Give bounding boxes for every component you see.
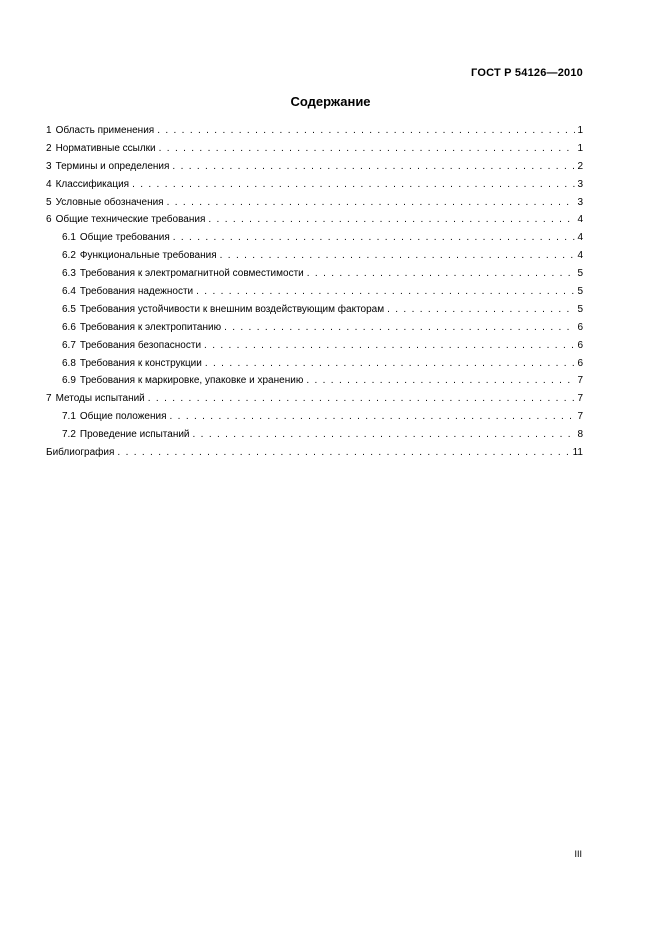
toc-entry-6-3[interactable]	[46, 267, 583, 285]
toc-entry-page: 1	[577, 125, 583, 136]
toc-entry-number: 3	[46, 160, 52, 172]
toc-entry-number: 6.8	[62, 357, 76, 369]
dot-leader	[193, 428, 576, 441]
toc-entry-label: Общие требования	[79, 232, 170, 244]
toc-entry-number: 4	[46, 178, 52, 190]
dot-leader	[208, 213, 575, 226]
toc-entry-page: 6	[577, 339, 583, 351]
toc-entry-page: 7	[577, 375, 583, 387]
toc-entry-page: 4	[577, 250, 583, 262]
toc-entry-label: Общие технические требования	[55, 214, 206, 226]
toc-entry-number: 7	[46, 393, 52, 405]
toc-entry-6-2[interactable]	[46, 249, 583, 267]
toc-entry-number: 6	[46, 214, 52, 226]
toc-entry-6-1[interactable]	[46, 231, 583, 249]
toc-title: Содержание	[290, 94, 371, 109]
toc-entry-label: Требования устойчивости к внешним воздействующим факторам	[79, 303, 385, 315]
toc-entry-label: Требования к конструкции	[79, 357, 202, 369]
toc-entry-6[interactable]	[46, 213, 583, 231]
toc-entry-page: 2	[577, 160, 583, 172]
toc-entry-6-7[interactable]	[46, 339, 583, 357]
toc-entry-page: 6	[577, 357, 583, 369]
toc-entry-label: Методы испытаний	[55, 393, 145, 405]
toc-entry-bibliography[interactable]	[46, 446, 583, 464]
dot-leader	[167, 196, 576, 209]
dot-leader	[132, 178, 575, 191]
dot-leader	[173, 231, 576, 244]
toc-entry-page: 6	[577, 321, 583, 333]
toc-entry-6-6[interactable]	[46, 321, 583, 339]
toc-entry-4[interactable]	[46, 178, 583, 196]
toc-entry-label: Библиография	[46, 447, 115, 459]
toc-entry-page: 1	[577, 142, 583, 154]
table-of-contents	[46, 124, 583, 464]
dot-leader	[196, 285, 575, 298]
toc-entry-label: Требования надежности	[79, 286, 194, 298]
toc-entry-page: 5	[577, 303, 583, 315]
toc-entry-7[interactable]	[46, 392, 583, 410]
toc-entry-page: 5	[577, 286, 583, 298]
toc-entry-page: 3	[577, 196, 583, 208]
toc-entry-number: 5	[46, 196, 52, 208]
toc-entry-number: 6.1	[62, 232, 76, 244]
toc-entry-number: 6.3	[62, 268, 76, 280]
dot-leader	[170, 410, 576, 423]
dot-leader	[157, 124, 575, 137]
toc-entry-number: 6.6	[62, 321, 76, 333]
toc-entry-page: 7	[577, 411, 583, 423]
toc-entry-number: 2	[46, 142, 52, 154]
page-number: III	[574, 849, 582, 859]
toc-entry-label: Функциональные требования	[79, 250, 217, 262]
toc-entry-2[interactable]	[46, 142, 583, 160]
toc-entry-page: 4	[577, 232, 583, 244]
toc-entry-page: 4	[577, 214, 583, 226]
toc-entry-number: 6.4	[62, 286, 76, 298]
toc-entry-number: 6.5	[62, 303, 76, 315]
dot-leader	[220, 249, 576, 262]
dot-leader	[387, 303, 575, 316]
toc-entry-number: 6.7	[62, 339, 76, 351]
toc-entry-page: 5	[577, 268, 583, 280]
dot-leader	[204, 339, 575, 352]
toc-entry-number: 6.2	[62, 250, 76, 262]
toc-entry-3[interactable]	[46, 160, 583, 178]
dot-leader	[117, 446, 570, 459]
toc-entry-page: 7	[577, 393, 583, 405]
toc-entry-page: 8	[577, 429, 583, 441]
toc-entry-label: Нормативные ссылки	[55, 142, 156, 154]
toc-entry-1[interactable]	[46, 124, 583, 142]
dot-leader	[307, 267, 576, 280]
toc-entry-label: Требования к маркировке, упаковке и хранению	[79, 375, 304, 387]
toc-entry-number: 6.9	[62, 375, 76, 387]
dot-leader	[159, 142, 576, 155]
toc-entry-label: Условные обозначения	[55, 196, 164, 208]
toc-entry-6-8[interactable]	[46, 357, 583, 375]
dot-leader	[148, 392, 576, 405]
toc-entry-number: 7.2	[62, 429, 76, 441]
toc-entry-page: 3	[577, 178, 583, 190]
toc-entry-label: Требования к электромагнитной совместимости	[79, 268, 304, 280]
toc-entry-label: Классификация	[55, 178, 130, 190]
toc-entry-7-1[interactable]	[46, 410, 583, 428]
toc-entry-label: Требования безопасности	[79, 339, 202, 351]
toc-entry-label: Общие положения	[79, 411, 167, 423]
dot-leader	[205, 357, 576, 370]
toc-entry-label: Область применения	[55, 125, 155, 136]
toc-entry-label: Термины и определения	[55, 160, 170, 172]
toc-entry-7-2[interactable]	[46, 428, 583, 446]
toc-entry-5[interactable]	[46, 196, 583, 214]
dot-leader	[224, 321, 575, 334]
toc-entry-label: Требования к электропитанию	[79, 321, 222, 333]
toc-entry-page: 11	[572, 447, 583, 459]
dot-leader	[306, 374, 575, 387]
toc-entry-label: Проведение испытаний	[79, 429, 190, 441]
toc-entry-6-9[interactable]	[46, 374, 583, 392]
toc-entry-6-5[interactable]	[46, 303, 583, 321]
toc-entry-6-4[interactable]	[46, 285, 583, 303]
toc-entry-number: 7.1	[62, 411, 76, 423]
dot-leader	[172, 160, 575, 173]
toc-entry-number: 1	[46, 125, 52, 136]
document-code: ГОСТ Р 54126—2010	[471, 67, 583, 79]
